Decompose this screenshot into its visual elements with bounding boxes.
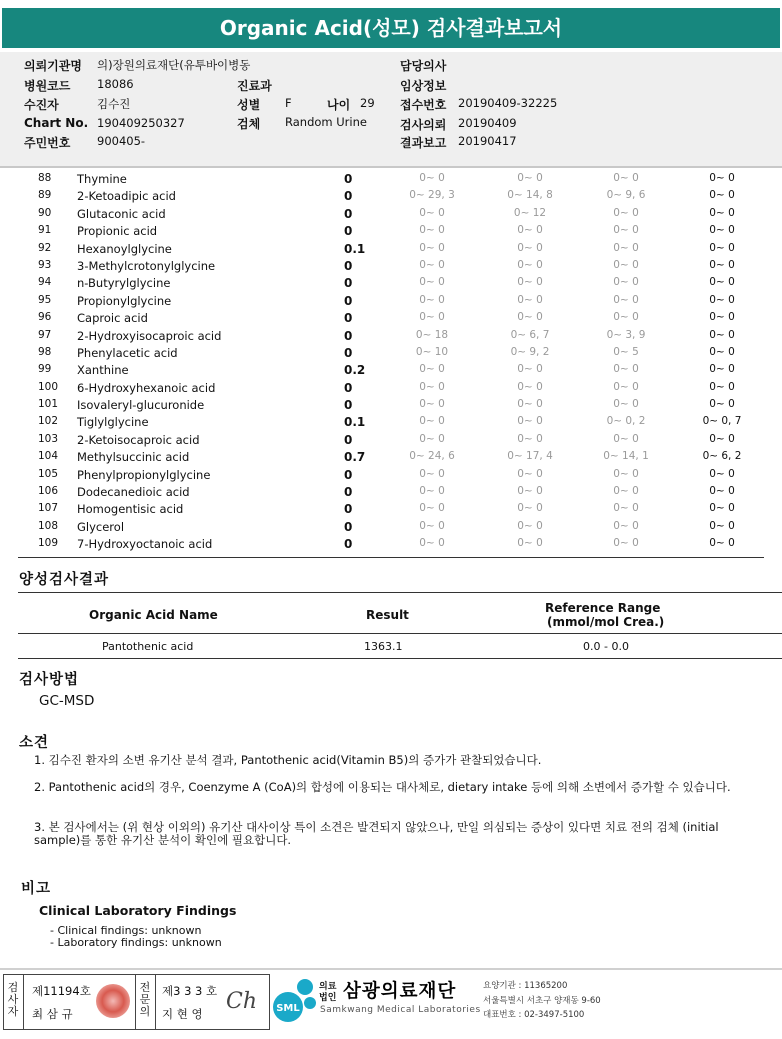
ref-range-3: 0~ 0	[613, 224, 639, 237]
row-number: 105	[38, 467, 59, 480]
result-value: 0	[344, 398, 353, 413]
clinical-findings: - Clinical findings: unknown	[50, 924, 202, 937]
ref-range-1: 0~ 0	[419, 258, 445, 271]
ref-range-2: 0~ 0	[517, 258, 543, 271]
result-value: 0.2	[344, 363, 366, 378]
positive-col-name: Organic Acid Name	[89, 608, 218, 622]
acid-name: Xanthine	[77, 363, 129, 378]
ref-range-2: 0~ 0	[517, 241, 543, 254]
row-number: 97	[38, 328, 52, 341]
row-number: 90	[38, 206, 52, 219]
ref-range-2: 0~ 9, 2	[510, 345, 550, 358]
positive-table	[18, 592, 782, 659]
ref-range-3: 0~ 0	[613, 206, 639, 219]
ref-range-3: 0~ 0	[613, 380, 639, 393]
ref-range-4: 0~ 0	[709, 363, 735, 376]
ref-range-4: 0~ 0	[709, 276, 735, 289]
acid-name: 6-Hydroxyhexanoic acid	[77, 380, 216, 395]
tester-label: 검 사 자	[7, 981, 19, 1018]
result-value: 0	[344, 467, 353, 482]
ref-range-2: 0~ 0	[517, 172, 543, 184]
table-row	[0, 328, 782, 345]
ref-range-4: 0~ 0	[709, 328, 735, 341]
positive-col-result: Result	[366, 608, 409, 622]
result-value: 0	[344, 380, 353, 395]
ref-range-4: 0~ 0	[709, 380, 735, 393]
method-heading: 검사방법	[19, 672, 80, 688]
ref-range-1: 0~ 0	[419, 519, 445, 532]
ref-range-3: 0~ 0	[613, 172, 639, 184]
ref-range-4: 0~ 0	[709, 241, 735, 254]
ref-range-3: 0~ 0	[613, 258, 639, 271]
result-value: 0	[344, 519, 353, 534]
receipt-label: 접수번호	[400, 98, 447, 112]
ref-range-2: 0~ 0	[517, 467, 543, 480]
patient-header	[0, 52, 782, 168]
request-value: 20190409	[458, 116, 517, 130]
report-title: Organic Acid(성모) 검사결과보고서	[2, 8, 780, 48]
result-value: 0	[344, 502, 353, 517]
ref-range-1: 0~ 0	[419, 398, 445, 411]
table-row	[0, 449, 782, 466]
report-value: 20190417	[458, 134, 517, 148]
tester-license: 제11194호	[32, 984, 91, 998]
remarks-heading: 비고	[21, 881, 52, 897]
table-row	[0, 223, 782, 240]
table-row	[0, 345, 782, 362]
institution-label: 의뢰기관명	[24, 59, 82, 73]
ref-range-1: 0~ 0	[419, 206, 445, 219]
ref-range-3: 0~ 0	[613, 467, 639, 480]
opinion-note-2: 2. Pantothenic acid의 경우, Coenzyme A (CoA)의 합성에 이용되는 대사체로, dietary intake 등에 의해 소변에서 증가할 수 있습니다.	[34, 780, 731, 794]
ref-range-3: 0~ 0	[613, 363, 639, 376]
ref-range-4: 0~ 0	[709, 502, 735, 515]
age-value: 29	[360, 96, 375, 110]
table-row	[0, 188, 782, 205]
ref-range-3: 0~ 5	[613, 345, 639, 358]
table-row	[0, 519, 782, 536]
ref-range-1: 0~ 0	[419, 172, 445, 184]
method-text: GC-MSD	[39, 693, 95, 709]
table-row	[0, 310, 782, 327]
rrn-value: 900405-	[97, 134, 146, 148]
result-value: 0	[344, 276, 353, 291]
sex-value: F	[285, 96, 292, 110]
ref-range-1: 0~ 0	[419, 276, 445, 289]
ref-range-1: 0~ 0	[419, 224, 445, 237]
acid-name: 2-Hydroxyisocaproic acid	[77, 328, 222, 343]
ref-range-3: 0~ 9, 6	[606, 189, 646, 202]
ref-range-2: 0~ 0	[517, 485, 543, 498]
header-divider	[0, 166, 782, 168]
ref-range-2: 0~ 17, 4	[507, 450, 553, 463]
ref-range-3: 0~ 0	[613, 276, 639, 289]
positive-table-mid-line	[18, 633, 782, 634]
row-number: 100	[38, 380, 59, 393]
row-number: 94	[38, 276, 52, 289]
sml-logo-text: SML	[276, 1003, 300, 1014]
result-value: 0.7	[344, 450, 366, 465]
ref-range-2: 0~ 0	[517, 519, 543, 532]
acid-name: Caproic acid	[77, 311, 148, 326]
org-address: 서울특별시 서초구 양재동 9-60	[483, 996, 601, 1006]
ref-range-1: 0~ 0	[419, 380, 445, 393]
specialist-license: 제3 3 3 호	[162, 984, 218, 998]
ref-range-4: 0~ 0	[709, 311, 735, 324]
collector-label: 수진자	[24, 98, 59, 112]
opinion-note-1: 1. 김수진 환자의 소변 유기산 분석 결과, Pantothenic acid(Vitamin B5)의 증가가 관찰되었습니다.	[34, 753, 542, 767]
ref-range-2: 0~ 14, 8	[507, 189, 553, 202]
ref-range-4: 0~ 0	[709, 467, 735, 480]
ref-range-1: 0~ 0	[419, 415, 445, 428]
ref-range-2: 0~ 0	[517, 537, 543, 550]
specialist-name: 지 현 영	[162, 1007, 203, 1021]
ref-range-4: 0~ 0	[709, 189, 735, 202]
ref-range-4: 0~ 0	[709, 258, 735, 271]
ref-range-4: 0~ 0, 7	[702, 415, 742, 428]
ref-range-2: 0~ 0	[517, 432, 543, 445]
positive-item-ref: 0.0 - 0.0	[583, 640, 629, 653]
ref-range-3: 0~ 3, 9	[606, 328, 646, 341]
result-value: 0	[344, 537, 353, 552]
acid-name: Isovaleryl-glucuronide	[77, 398, 205, 413]
institution-value: 의)장원의료재단(유투바이병동	[97, 58, 251, 72]
result-value: 0	[344, 311, 353, 326]
ref-range-3: 0~ 0	[613, 311, 639, 324]
result-value: 0.1	[344, 241, 366, 256]
ref-range-3: 0~ 0	[613, 537, 639, 550]
row-number: 103	[38, 432, 59, 445]
ref-range-1: 0~ 0	[419, 485, 445, 498]
acid-name: Propionylglycine	[77, 293, 172, 308]
table-row	[0, 293, 782, 310]
ref-range-1: 0~ 0	[419, 363, 445, 376]
org-type-line1: 의료	[319, 982, 337, 992]
table-row	[0, 362, 782, 379]
ref-range-2: 0~ 0	[517, 363, 543, 376]
ref-range-4: 0~ 0	[709, 485, 735, 498]
acid-name: Methylsuccinic acid	[77, 450, 190, 465]
row-number: 101	[38, 398, 59, 411]
ref-range-3: 0~ 14, 1	[603, 450, 649, 463]
table-row	[0, 501, 782, 518]
table-row	[0, 397, 782, 414]
ref-range-1: 0~ 0	[419, 293, 445, 306]
ref-range-4: 0~ 0	[709, 345, 735, 358]
result-value: 0	[344, 485, 353, 500]
tester-name: 최 삼 규	[32, 1007, 73, 1021]
rrn-label: 주민번호	[24, 136, 71, 150]
table-row	[0, 432, 782, 449]
row-number: 95	[38, 293, 52, 306]
org-type-line2: 법인	[319, 993, 337, 1003]
result-value: 0	[344, 258, 353, 273]
age-label: 나이	[327, 98, 351, 112]
ref-range-4: 0~ 0	[709, 293, 735, 306]
clinical-label: 임상정보	[400, 79, 447, 93]
ref-range-2: 0~ 0	[517, 293, 543, 306]
ref-range-4: 0~ 0	[709, 224, 735, 237]
doctor-label: 담당의사	[400, 59, 447, 73]
ref-range-3: 0~ 0, 2	[606, 415, 646, 428]
acid-name: Dodecanedioic acid	[77, 485, 190, 500]
ref-range-4: 0~ 0	[709, 172, 735, 184]
ref-range-3: 0~ 0	[613, 502, 639, 515]
acid-name: Phenylacetic acid	[77, 345, 178, 360]
sml-logo-icon	[270, 975, 320, 1025]
acid-name: Glutaconic acid	[77, 206, 166, 221]
table-row	[0, 258, 782, 275]
dept-label: 진료과	[237, 79, 272, 93]
ref-range-3: 0~ 0	[613, 485, 639, 498]
result-value: 0.1	[344, 415, 366, 430]
ref-range-1: 0~ 24, 6	[409, 450, 455, 463]
acid-name: n-Butyrylglycine	[77, 276, 171, 291]
specimen-label: 검체	[237, 117, 261, 131]
acid-name: Hexanoylglycine	[77, 241, 172, 256]
table-row	[0, 206, 782, 223]
acid-name: 2-Ketoadipic acid	[77, 189, 176, 204]
result-value: 0	[344, 345, 353, 360]
ref-range-4: 0~ 0	[709, 432, 735, 445]
ref-range-3: 0~ 0	[613, 519, 639, 532]
row-number: 102	[38, 415, 59, 428]
laboratory-findings: - Laboratory findings: unknown	[50, 936, 222, 949]
result-value: 0	[344, 432, 353, 447]
table-row	[0, 171, 782, 188]
ref-range-4: 0~ 0	[709, 206, 735, 219]
acid-name: Thymine	[77, 172, 127, 186]
positive-item-result: 1363.1	[364, 640, 403, 653]
results-table	[0, 171, 782, 554]
ref-range-1: 0~ 0	[419, 467, 445, 480]
ref-range-1: 0~ 0	[419, 502, 445, 515]
result-value: 0	[344, 189, 353, 204]
table-row	[0, 536, 782, 553]
report-label: 결과보고	[400, 136, 447, 150]
chart-no-label: Chart No.	[24, 116, 89, 130]
ref-range-2: 0~ 6, 7	[510, 328, 550, 341]
positive-table-top-line	[18, 592, 782, 593]
ref-range-2: 0~ 0	[517, 276, 543, 289]
row-number: 99	[38, 363, 52, 376]
sig-divider	[155, 975, 156, 1029]
org-english-name: Samkwang Medical Laboratories	[320, 1005, 481, 1015]
table-row	[0, 241, 782, 258]
row-number: 106	[38, 485, 59, 498]
hospital-code-label: 병원코드	[24, 79, 71, 93]
acid-name: 2-Ketoisocaproic acid	[77, 432, 200, 447]
org-name: 삼광의료재단	[343, 981, 457, 1002]
row-number: 107	[38, 502, 59, 515]
specimen-value: Random Urine	[285, 115, 367, 129]
result-value: 0	[344, 172, 353, 186]
ref-range-3: 0~ 0	[613, 398, 639, 411]
table-row	[0, 467, 782, 484]
sig-divider	[23, 975, 24, 1029]
positive-col-ref-unit: (mmol/mol Crea.)	[547, 615, 665, 629]
ref-range-1: 0~ 29, 3	[409, 189, 455, 202]
ref-range-2: 0~ 0	[517, 224, 543, 237]
receipt-value: 20190409-32225	[458, 96, 558, 110]
ref-range-2: 0~ 0	[517, 380, 543, 393]
row-number: 91	[38, 224, 52, 237]
row-number: 92	[38, 241, 52, 254]
footer-divider	[0, 968, 782, 970]
ref-range-4: 0~ 0	[709, 398, 735, 411]
ref-range-4: 0~ 6, 2	[702, 450, 742, 463]
row-number: 109	[38, 537, 59, 550]
positive-col-ref: Reference Range	[545, 601, 661, 615]
ref-range-1: 0~ 0	[419, 241, 445, 254]
result-value: 0	[344, 206, 353, 221]
result-value: 0	[344, 328, 353, 343]
acid-name: Phenylpropionylglycine	[77, 467, 211, 482]
chart-no-value: 190409250327	[97, 116, 185, 130]
opinion-heading: 소견	[19, 735, 50, 751]
positive-heading: 양성검사결과	[19, 572, 110, 588]
ref-range-1: 0~ 0	[419, 311, 445, 324]
row-number: 104	[38, 450, 59, 463]
table-row	[0, 414, 782, 431]
hospital-code-value: 18086	[97, 77, 134, 91]
result-value: 0	[344, 224, 353, 239]
sig-divider	[135, 975, 136, 1029]
table-row	[0, 275, 782, 292]
result-value: 0	[344, 293, 353, 308]
request-label: 검사의뢰	[400, 118, 447, 132]
positive-item-name: Pantothenic acid	[102, 640, 194, 653]
row-number: 89	[38, 189, 52, 202]
org-code: 요양기관 : 11365200	[483, 981, 568, 991]
acid-name: 7-Hydroxyoctanoic acid	[77, 537, 213, 552]
specialist-signature: Ch	[226, 989, 258, 1014]
row-number: 96	[38, 311, 52, 324]
row-number: 93	[38, 258, 52, 271]
ref-range-3: 0~ 0	[613, 241, 639, 254]
ref-range-2: 0~ 0	[517, 311, 543, 324]
acid-name: Homogentisic acid	[77, 502, 184, 517]
org-phone: 대표번호 : 02-3497-5100	[483, 1010, 585, 1020]
ref-range-4: 0~ 0	[709, 519, 735, 532]
clinical-findings-title: Clinical Laboratory Findings	[39, 903, 237, 918]
ref-range-2: 0~ 0	[517, 502, 543, 515]
ref-range-1: 0~ 0	[419, 432, 445, 445]
ref-range-1: 0~ 0	[419, 537, 445, 550]
opinion-note-3: 3. 본 검사에서는 (위 현상 이외의) 유기산 대사이상 특이 소견은 발견되지 않았으나, 만일 의심되는 증상이 있다면 치료 전의 검체 (initial sample)를 통한 유기산 분석이 확인에 필요합니다.	[34, 820, 719, 847]
table-row	[0, 380, 782, 397]
tester-seal-icon	[96, 984, 130, 1018]
ref-range-3: 0~ 0	[613, 293, 639, 306]
row-number: 88	[38, 172, 52, 184]
specialist-label: 전 문 의	[139, 981, 151, 1018]
row-number: 98	[38, 345, 52, 358]
acid-name: Propionic acid	[77, 224, 158, 239]
ref-range-2: 0~ 0	[517, 398, 543, 411]
row-number: 108	[38, 519, 59, 532]
collector-value: 김수진	[97, 97, 131, 111]
acid-name: Tiglylglycine	[77, 415, 149, 430]
ref-range-2: 0~ 12	[513, 206, 547, 219]
ref-range-1: 0~ 10	[415, 345, 449, 358]
ref-range-4: 0~ 0	[709, 537, 735, 550]
positive-table-bottom-line	[18, 658, 782, 659]
ref-range-3: 0~ 0	[613, 432, 639, 445]
acid-name: Glycerol	[77, 519, 125, 534]
ref-range-2: 0~ 0	[517, 415, 543, 428]
ref-range-1: 0~ 18	[415, 328, 449, 341]
results-table-bottom-line	[18, 557, 764, 558]
acid-name: 3-Methylcrotonylglycine	[77, 258, 216, 273]
table-row	[0, 484, 782, 501]
signature-box	[3, 974, 270, 1030]
sex-label: 성별	[237, 98, 261, 112]
